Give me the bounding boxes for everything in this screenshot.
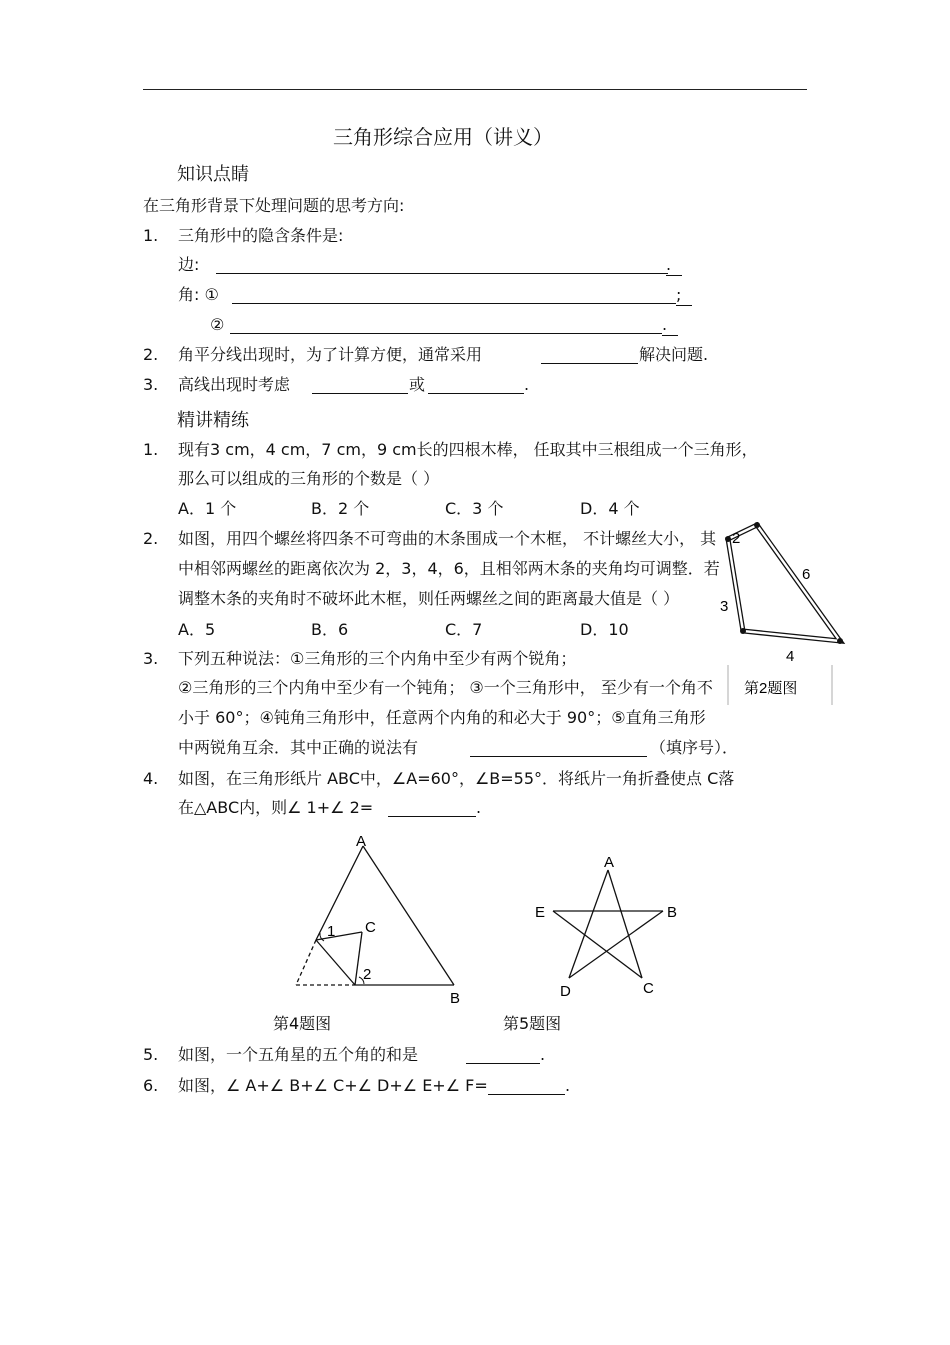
k1-angle-blank-1[interactable]: [232, 285, 676, 304]
q1-option-a: A．1 个: [178, 499, 237, 518]
k1-angle-end-2: .: [662, 315, 678, 336]
q4-line-2b: .: [476, 798, 482, 817]
q2-line-1: 如图，用四个螺丝将四条不可弯曲的木条围成一个木框， 不计螺丝大小， 其: [178, 529, 717, 548]
q2-number: 2.: [143, 529, 159, 548]
q2-label-6: 6: [802, 566, 811, 583]
k1-side-blank[interactable]: [216, 255, 668, 274]
q2-frame-figure: [700, 515, 850, 710]
k1-number: 1.: [143, 226, 159, 245]
k3-text-a: 高线出现时考虑: [178, 375, 291, 394]
intro-text: 在三角形背景下处理问题的思考方向:: [143, 196, 405, 215]
k3-text-c: .: [524, 375, 530, 394]
q5-label-b: B: [667, 904, 678, 921]
q1-option-c: C．3 个: [445, 499, 504, 518]
k1-angle-label: 角: ①: [178, 285, 219, 304]
q2-option-d: D．10: [580, 620, 629, 639]
q2-label-4: 4: [786, 648, 795, 665]
q2-option-a: A．5: [178, 620, 216, 639]
section-knowledge: 知识点睛: [177, 164, 249, 185]
q5-label-c: C: [643, 980, 654, 997]
q3-line-1: 下列五种说法：①三角形的三个内角中至少有两个锐角；: [178, 649, 577, 668]
k2-text-b: 解决问题.: [639, 345, 709, 364]
page-title: 三角形综合应用（讲义）: [333, 125, 553, 149]
k2-blank[interactable]: [541, 345, 638, 364]
q4-line-1: 如图，在三角形纸片 ABC中，∠A=60°，∠B=55°．将纸片一角折叠使点 C落: [178, 769, 735, 788]
k1-angle-mark-2: ②: [210, 315, 225, 334]
k3-blank-1[interactable]: [312, 375, 408, 394]
q4-triangle-figure: [280, 830, 480, 1010]
q4-line-2a: 在△ABC内，则∠ 1+∠ 2=: [178, 798, 374, 817]
q4-label-2: 2: [363, 966, 372, 983]
q5-label-e: E: [535, 904, 546, 921]
q3-line-4a: 中两锐角互余．其中正确的说法有: [178, 738, 419, 757]
q2-option-c: C．7: [445, 620, 483, 639]
q1-line-2: 那么可以组成的三角形的个数是（ ）: [178, 469, 440, 488]
k2-text-a: 角平分线出现时，为了计算方便，通常采用: [178, 345, 483, 364]
k1-side-label: 边:: [178, 255, 200, 274]
q4-label-c: C: [365, 919, 376, 936]
q4-label-1: 1: [327, 923, 336, 940]
q2-label-3: 3: [720, 598, 729, 615]
q3-line-2: ②三角形的三个内角中至少有一个钝角； ③一个三角形中， 至少有一个角不: [178, 678, 713, 697]
q3-line-3: 小于 60°；④钝角三角形中，任意两个内角的和必大于 90°；⑤直角三角形: [178, 708, 706, 727]
q5-text: 如图，一个五角星的五个角的和是: [178, 1045, 419, 1064]
q5-star-figure: [525, 845, 695, 1005]
header-rule: [143, 89, 807, 90]
q4-caption: 第4题图: [273, 1014, 332, 1033]
q2-caption: 第2题图: [744, 680, 798, 697]
q5-label-a: A: [604, 854, 615, 871]
q1-line-1: 现有3 cm，4 cm，7 cm，9 cm长的四根木棒， 任取其中三根组成一个三角形，: [178, 440, 758, 459]
k3-text-b: 或: [409, 375, 426, 394]
q6-end: .: [565, 1076, 571, 1095]
q5-end: .: [540, 1045, 546, 1064]
q2-label-2: 2: [732, 530, 741, 547]
q3-number: 3.: [143, 649, 159, 668]
q4-blank[interactable]: [388, 798, 476, 817]
q6-text: 如图，∠ A+∠ B+∠ C+∠ D+∠ E+∠ F=: [178, 1076, 488, 1095]
k3-blank-2[interactable]: [428, 375, 524, 394]
q2-option-b: B．6: [311, 620, 349, 639]
q5-number: 5.: [143, 1045, 159, 1064]
section-practice: 精讲精练: [177, 410, 249, 431]
k1-side-end: .: [666, 255, 682, 276]
q3-blank[interactable]: [470, 738, 647, 757]
k1-text: 三角形中的隐含条件是:: [178, 226, 344, 245]
q2-line-2: 中相邻两螺丝的距离依次为 2，3，4，6，且相邻两木条的夹角均可调整．若: [178, 559, 720, 578]
q5-label-d: D: [560, 983, 571, 1000]
q1-option-b: B．2 个: [311, 499, 370, 518]
q6-blank[interactable]: [488, 1076, 565, 1095]
k3-number: 3.: [143, 375, 159, 394]
k1-angle-end-1: ;: [676, 285, 692, 306]
q3-line-4b: （填序号）．: [650, 738, 739, 757]
k2-number: 2.: [143, 345, 159, 364]
q5-blank[interactable]: [466, 1045, 540, 1064]
q4-label-b: B: [450, 990, 461, 1007]
q4-number: 4.: [143, 769, 159, 788]
k1-angle-blank-2[interactable]: [230, 315, 662, 334]
q6-number: 6.: [143, 1076, 159, 1095]
q4-label-a: A: [356, 833, 367, 850]
q5-caption: 第5题图: [503, 1014, 562, 1033]
q1-number: 1.: [143, 440, 159, 459]
q1-option-d: D．4 个: [580, 499, 640, 518]
q2-line-3: 调整木条的夹角时不破坏此木框，则任两螺丝之间的距离最大值是（ ）: [178, 589, 680, 608]
